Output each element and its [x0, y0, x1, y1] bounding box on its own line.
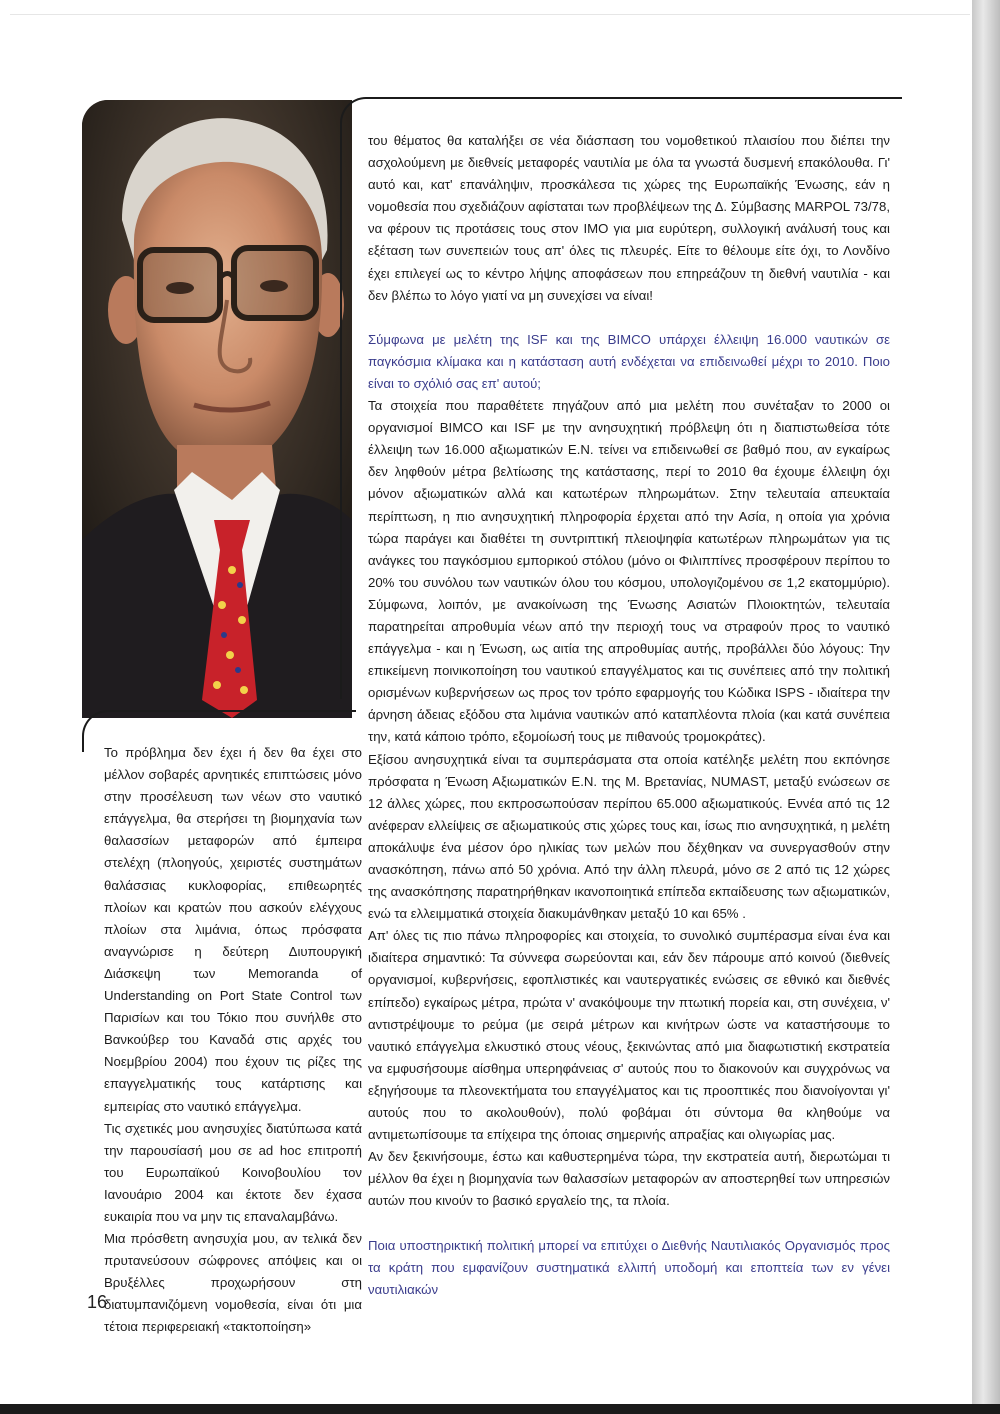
- paragraph: Τις σχετικές μου ανησυχίες διατύπωσα κατά την παρουσίασή μου σε ad hoc επιτροπή του Ευρωπαϊκού Κοινοβουλίου τον Ιανουάριο 2004 και έκτοτε δεν έχασα ευκαιρία που να μην τις επαναλαμβάνω.: [104, 1120, 362, 1224]
- scan-bottom-edge: [0, 1404, 1000, 1414]
- paragraph: Μια πρόσθετη ανησυχία μου, αν τελικά δεν πρυτανεύσουν σώφρονες απόψεις και οι Βρυξέλλες προχωρήσουν στη διατυμπανιζόμενη νομοθεσία, είναι ότι μια τέτοια περιφερειακή «τακτοποίηση»: [104, 1231, 362, 1335]
- paragraph: Απ' όλες τις πιο πάνω πληροφορίες και στοιχεία, το συνολικό συμπέρασμα είναι ένα και ιδιαίτερα σημαντικό: Τα σύννεφα σωρεύονται και, εάν δεν πάρουμε από κοινού (διεθνείς οργανισμοί, κυβερνήσεις, εφοπλιστικές και ναυτεργατικές ενώσεις σε εθνικό και διεθνές επίπεδο) εγκαίρως μέτρα, πρώτα ν' ανακόψουμε την πτωτική πορεία και, στη συνέχεια, ν' αντιστρέψουμε το ρεύμα (με σειρά μέτρων και κινήτρων ώστε να καταστήσουμε το ναυτικό επάγγελμα ελκυστικό στους νέους, ξεκινώντας από μια διαφωτιστική εκστρατεία να εμφυσήσουμε αίσθημα υπερηφάνειας σ' αυτούς που το διακονούν και συγχρόνως να εξηγήσουμε τα πλεονεκτήματα του επαγγέλματος και τις προοπτικές που διανοίγονται γι' αυτούς που το ακολουθούν), πολύ φοβάμαι ότι σύντομα θα κληθούμε να αντιμετωπίσουμε τα επίχειρα της όποιας σημερινής απραξίας και ολιγωρίας μας.: [368, 928, 890, 1143]
- page-number: 16: [87, 1292, 108, 1312]
- portrait-illustration: [82, 100, 352, 718]
- left-text-column: [104, 742, 362, 1339]
- page-edge-shadow: [972, 0, 1000, 1414]
- paragraph: του θέματος θα καταλήξει σε νέα διάσπαση του νομοθετικού πλαισίου που διέπει την ασχολούμενη με διεθνείς μεταφορές ναυτιλία με όλα τα γνωστά δυσμενή επακόλουθα. Γι' αυτό και, κατ' επανάληψιν, προσκάλεσα τις χώρες της Ευρωπαϊκής Ένωσης, εάν η νομοθεσία που σχεδιάζουν αφίσταται των προβλέψεων της Δ. Σύμβασης MARPOL 73/78, να φέρουν τις προτάσεις τους στον IMO για μια ευρύτερη, συλλογική ανάλυσή τους και εξέταση των συνεπειών τους απ' όλες τις πλευρές. Είτε το θέλουμε είτε όχι, το Λονδίνο έχει επιλεγεί ως το κέντρο λήψης αποφάσεων που επηρεάζουν τη διεθνή ναυτιλία - και δεν βλέπω το λόγο γιατί να μη συνεχίσει να είναι!: [368, 133, 890, 303]
- paragraph: Το πρόβλημα δεν έχει ή δεν θα έχει στο μέλλον σοβαρές αρνητικές επιπτώσεις μόνο στην προσέλευση των νέων στο ναυτικό επάγγελμα, θα στερήσει τη βιομηχανία των θαλασσίων μεταφορών από έμπειρα στελέχη (πλοηγούς, χειριστές συστημάτων θαλάσσιας κυκλοφορίας, επιθεωρητές πλοίων και κρατών που ασκούν ελέγχους πλοίων στα λιμάνια, όπως πρόσφατα αναγνώρισε η δεύτερη Διυπουργική Διάσκεψη των Memoranda of Understanding on Port State Control των Παρισίων και του Τόκιο που συνήλθε στο Βανκούβερ του Καναδά στις αρχές του Νοεμβρίου 2004) που έχουν τις ρίζες της επαγγελματικής τους κατάρτισης και εμπειρίας στο ναυτικό επάγγελμα.: [104, 745, 362, 1114]
- paragraph: Τα στοιχεία που παραθέτετε πηγάζουν από μια μελέτη που συνέταξαν το 2000 οι οργανισμοί BIMCO και ISF με την ανησυχητική πρόβλεψη ότι η διαπιστωθείσα τότε έλλειψη των 16.000 αξιωματικών Ε.Ν. τείνει να επιδεινωθεί σε βαθμό που, αν εγκαίρως δεν ληφθούν μέτρα βελτίωσης της κατάστασης, περί το 2010 θα έχουμε έλλειψη όχι μόνον αξιωματικών αλλά και κατωτέρων πληρωμάτων. Στην τελευταία απευκταία περίπτωση, η πιο ανησυχητική πληροφορία έρχεται από την Ασία, η οποία για χρόνια τώρα παράγει και διαθέτει τη συντριπτική πλειοψηφία κατωτέρων πληρωμάτων για τις ανάγκες του παγκόσμιου εμπορικού στόλου (μόνο οι Φιλιππίνες προσφέρουν περίπου το 20% του συνόλου των ναυτικών όλου του κόσμου, υπολογιζομένου σε 1,2 εκατομμύριο). Σύμφωνα, λοιπόν, με ανακοίνωση της Ένωσης Ασιατών Πλοιοκτητών, τελευταία παρατηρείται απροθυμία νέων από την περιοχή τους να στραφούν προς το ναυτικό επάγγελμα - και η Ένωση, ως αιτία της απροθυμίας αυτής, προβάλλει δύο λόγους: Την επικείμενη ποινικοποίηση του ναυτικού επαγγέλματος και τις συνέπειες από την πολιτική ορισμένων κυβερνήσεων ως προς τον τρόπο εφαρμογής του Κώδικα ISPS - ιδιαίτερα την άρνηση άδειας εξόδου στα λιμάνια ναυτικών από καταπλέοντα πλοία (και κατά συνέπεια την, κατά κάποιο τρόπο, εξομοίωσή τους με πιθανούς τρομοκράτες).: [368, 398, 890, 745]
- top-rule: [10, 14, 970, 15]
- paragraph: Αν δεν ξεκινήσουμε, έστω και καθυστερημένα τώρα, την εκστρατεία αυτή, διερωτώμαι τι μέλλον θα έχει η βιομηχανία των θαλασσίων μεταφορών αν αποστερηθεί των υπηρεσιών αυτών που κινούν το βασικό εργαλείο της, τα πλοία.: [368, 1149, 890, 1209]
- interview-question: Ποια υποστηρικτική πολιτική μπορεί να επιτύχει ο Διεθνής Ναυτιλιακός Οργανισμός προς τα κράτη που εμφανίζουν συστηματικά ελλιπή υποδομή και εποπτεία των εν γένει ναυτιλιακών: [368, 1237, 890, 1297]
- main-text-column: [368, 130, 890, 1301]
- interview-question: Σύμφωνα με μελέτη της ISF και της BIMCO υπάρχει έλλειψη 16.000 ναυτικών σε παγκόσμια κλίμακα και η κατάσταση αυτή ενδέχεται να επιδεινωθεί μέχρι το 2010. Ποιο είναι το σχόλιό σας επ' αυτού;: [368, 331, 890, 391]
- paragraph: Εξίσου ανησυχητικά είναι τα συμπεράσματα στα οποία κατέληξε μελέτη που εκπόνησε πρόσφατα η Ένωση Αξιωματικών Ε.Ν. της Μ. Βρετανίας, NUMAST, μεταξύ ενώσεων σε 12 άλλες χώρες, που εκπροσωπούσαν περίπου 65.000 αξιωματικούς. Εννέα από τις 12 ανέφεραν ελλείψεις σε αξιωματικούς στις χώρες τους και, ίσως πιο ανησυχητικά, η μελέτη αποκάλυψε ένα μέσον όρο ηλικίας των μελών που δέχθηκαν να συνεργασθούν στην ανασκόπηση, πάνω από 50 χρόνια. Από την άλλη πλευρά, μόνο σε 2 από τις 12 χώρες της ανασκόπησης παρατηρήθηκαν ικανοποιητικά επίπεδα εκπαίδευσης των αξιωματικών, ενώ τα ελλειμματικά στοιχεία διακυμάνθηκαν μεταξύ 10 και 65% .: [368, 751, 890, 922]
- portrait-photo: [82, 100, 352, 718]
